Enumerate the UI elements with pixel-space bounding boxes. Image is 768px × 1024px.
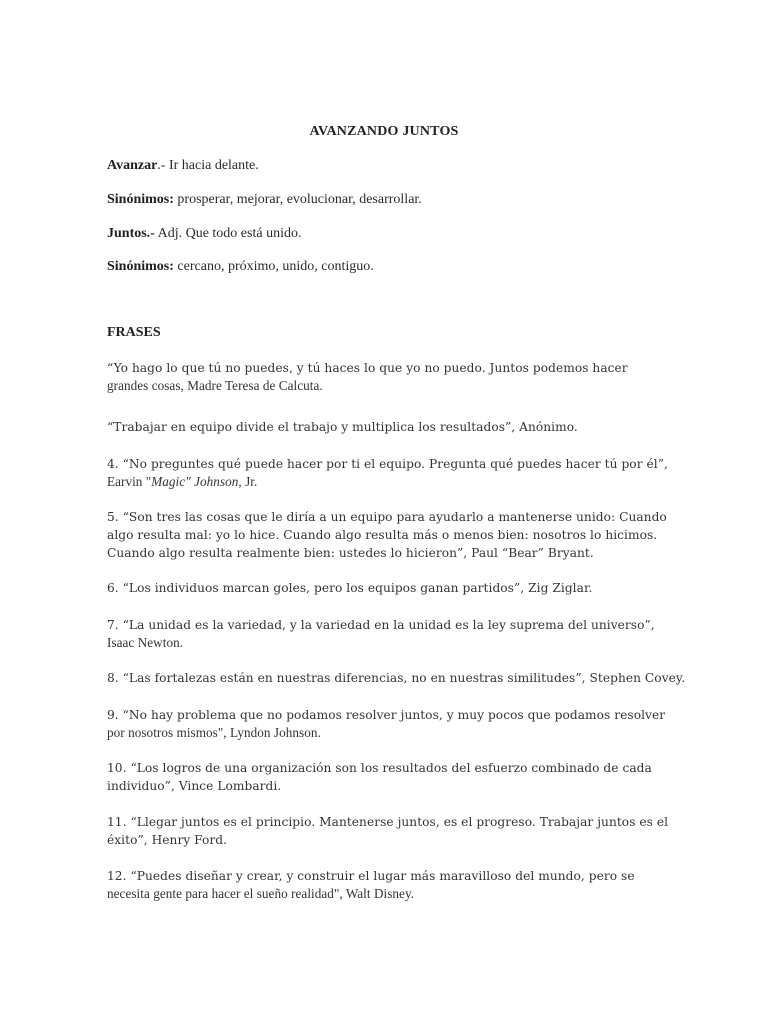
quote-10: [107, 759, 667, 795]
quote-6: [107, 579, 667, 597]
quote-line: algo resulta mal: yo lo hice. Cuando algo resulta más o menos bien: nosotros lo hicimos.: [107, 528, 658, 542]
definition-sinonimos-juntos: [107, 259, 374, 275]
quote-8: [107, 669, 686, 687]
definition-separator: .-: [157, 158, 169, 173]
quote-11: [107, 813, 667, 849]
quote-author-prefix: Earvin ": [107, 474, 152, 489]
definition-avanzar: [107, 158, 259, 174]
quote-line: Isaac Newton.: [107, 635, 184, 650]
definition-text: prosperar, mejorar, evolucionar, desarrollar.: [177, 192, 422, 207]
quote-line: 5. “Son tres las cosas que le diría a un equipo para ayudarlo a mantenerse unido: Cuando: [107, 510, 667, 524]
quote-line: 10. “Los logros de una organización son los resultados del esfuerzo combinado de cada: [107, 761, 652, 775]
quote-teresa: [107, 359, 667, 395]
quote-line: [107, 473, 667, 491]
quote-12: [107, 867, 667, 903]
quote-7: [107, 616, 667, 652]
quote-line: grandes cosas, Madre Teresa de Calcuta.: [107, 378, 323, 393]
definition-term: Sinónimos:: [107, 192, 174, 207]
quote-line: por nosotros mismos", Lyndon Johnson.: [107, 725, 321, 740]
quote-line: 11. “Llegar juntos es el principio. Mantenerse juntos, es el progreso. Trabajar juntos es el: [107, 815, 669, 829]
quote-line: 7. “La unidad es la variedad, y la variedad en la unidad es la ley suprema del universo”,: [107, 618, 655, 632]
quote-line: “Trabajar en equipo divide el trabajo y multiplica los resultados”, Anónimo.: [107, 420, 578, 434]
definition-text: Adj. Que todo está unido.: [157, 226, 302, 241]
quote-line: éxito”, Henry Ford.: [107, 833, 228, 847]
definition-term: Sinónimos:: [107, 259, 174, 274]
quote-author-nickname: Magic" Johnson: [151, 474, 239, 489]
definition-term: Juntos.-: [107, 226, 155, 241]
document-title: AVANZANDO JUNTOS: [309, 124, 459, 139]
quote-line: 12. “Puedes diseñar y crear, y construir el lugar más maravilloso del mundo, pero se: [107, 869, 635, 883]
quote-line: individuo”, Vince Lombardi.: [107, 779, 282, 793]
definition-text: Ir hacia delante.: [168, 158, 259, 173]
definition-term: Avanzar: [107, 158, 158, 173]
quote-9: [107, 706, 667, 742]
quote-line: 9. “No hay problema que no podamos resolver juntos, y muy pocos que podamos resolver: [107, 708, 666, 722]
frases-heading: FRASES: [107, 325, 161, 340]
quote-line: 8. “Las fortalezas están en nuestras diferencias, no en nuestras similitudes”, Stephen Covey.: [107, 671, 686, 685]
quote-line: necesita gente para hacer el sueño realidad", Walt Disney.: [107, 886, 415, 901]
quote-line: “Yo hago lo que tú no puedes, y tú haces lo que yo no puedo. Juntos podemos hacer: [107, 361, 628, 375]
quote-line: Cuando algo resulta realmente bien: ustedes lo hicieron”, Paul “Bear” Bryant.: [107, 546, 594, 560]
quote-anonimo: [107, 418, 667, 436]
quote-4: [107, 455, 667, 491]
quote-author-suffix: , Jr.: [238, 474, 258, 489]
definition-sinonimos-avanzar: [107, 192, 422, 208]
definition-juntos: [107, 226, 301, 242]
quote-line: 4. “No preguntes qué puede hacer por ti el equipo. Pregunta qué puedes hacer tú por él”,: [107, 457, 668, 471]
quote-line: 6. “Los individuos marcan goles, pero los equipos ganan partidos”, Zig Ziglar.: [107, 581, 593, 595]
definition-text: cercano, próximo, unido, contiguo.: [177, 259, 374, 274]
quote-5: [107, 508, 667, 562]
